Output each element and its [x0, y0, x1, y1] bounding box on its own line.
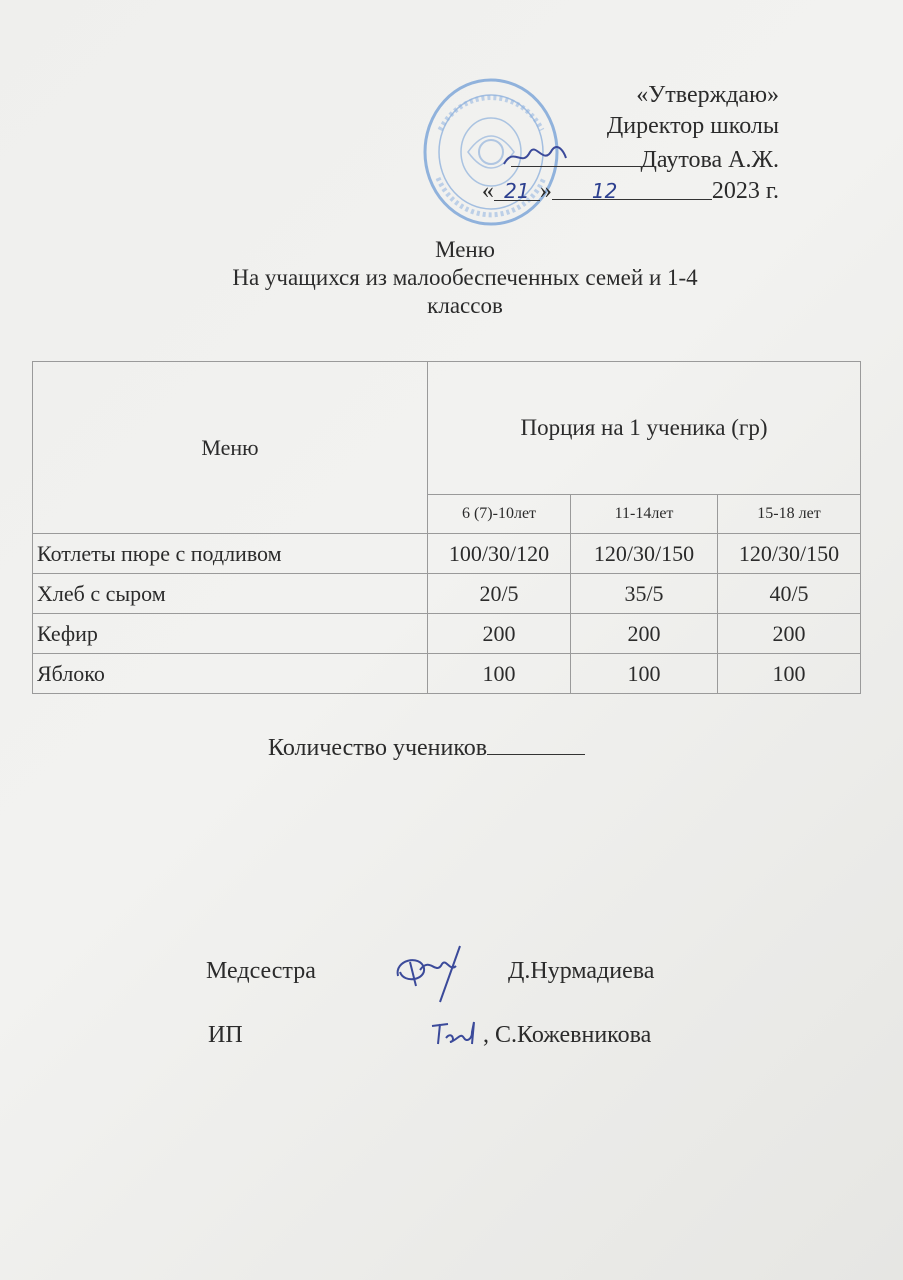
nurse-role: Медсестра: [206, 958, 316, 984]
title-menu: Меню: [435, 237, 495, 262]
menu-table: [32, 361, 861, 694]
portion-value: 200: [428, 614, 571, 654]
nurse-signature: [390, 936, 490, 1006]
portion-value: 20/5: [428, 574, 571, 614]
portion-column-header: Порция на 1 ученика (гр): [428, 362, 861, 495]
age-group-cell: 15-18 лет: [718, 495, 861, 534]
student-count-label: Количество учеников: [268, 735, 488, 761]
table-row: [33, 614, 861, 654]
table-row: [33, 534, 861, 574]
date-close-quote: »: [539, 178, 552, 204]
ip-name: , С.Кожевникова: [483, 1022, 652, 1048]
portion-value: 120/30/150: [718, 534, 861, 574]
director-signature: [500, 140, 570, 172]
portion-value: 200: [571, 614, 718, 654]
title-subtitle: На учащихся из малообеспеченных семей и 1-4: [232, 265, 698, 290]
director-name: Даутова А.Ж.: [640, 147, 779, 173]
approve-heading: «Утверждаю»: [636, 82, 779, 108]
nurse-name: Д.Нурмадиева: [508, 958, 655, 984]
ip-signature: [428, 1018, 488, 1052]
student-count: [268, 732, 585, 762]
date-day-field: [494, 176, 540, 201]
director-title: Директор школы: [606, 113, 779, 139]
table-header-row: [33, 362, 861, 495]
dish-name: Яблоко: [33, 654, 428, 694]
portion-value: 35/5: [571, 574, 718, 614]
portion-value: 120/30/150: [571, 534, 718, 574]
portion-value: 100: [428, 654, 571, 694]
age-group-cell: 6 (7)-10лет: [428, 495, 571, 534]
title-subtitle-cont: классов: [427, 293, 503, 318]
date-month-field: [552, 176, 712, 203]
dish-name: Кефир: [33, 614, 428, 654]
table-row: [33, 574, 861, 614]
approval-date: [482, 176, 779, 207]
portion-value: 100: [718, 654, 861, 694]
dish-name: Котлеты пюре с подливом: [33, 534, 428, 574]
table-row: [33, 654, 861, 694]
date-year: 2023 г.: [711, 178, 779, 204]
student-count-blank: [487, 732, 585, 755]
menu-column-header: Меню: [33, 362, 428, 534]
portion-value: 200: [718, 614, 861, 654]
date-open-quote: «: [481, 178, 494, 204]
age-group-cell: 11-14лет: [571, 495, 718, 534]
ip-role: ИП: [208, 1022, 243, 1048]
document-title: [0, 236, 903, 320]
date-day: 21: [504, 179, 530, 203]
portion-value: 100: [571, 654, 718, 694]
date-month: 12: [591, 179, 618, 203]
dish-name: Хлеб с сыром: [33, 574, 428, 614]
portion-value: 100/30/120: [428, 534, 571, 574]
portion-value: 40/5: [718, 574, 861, 614]
